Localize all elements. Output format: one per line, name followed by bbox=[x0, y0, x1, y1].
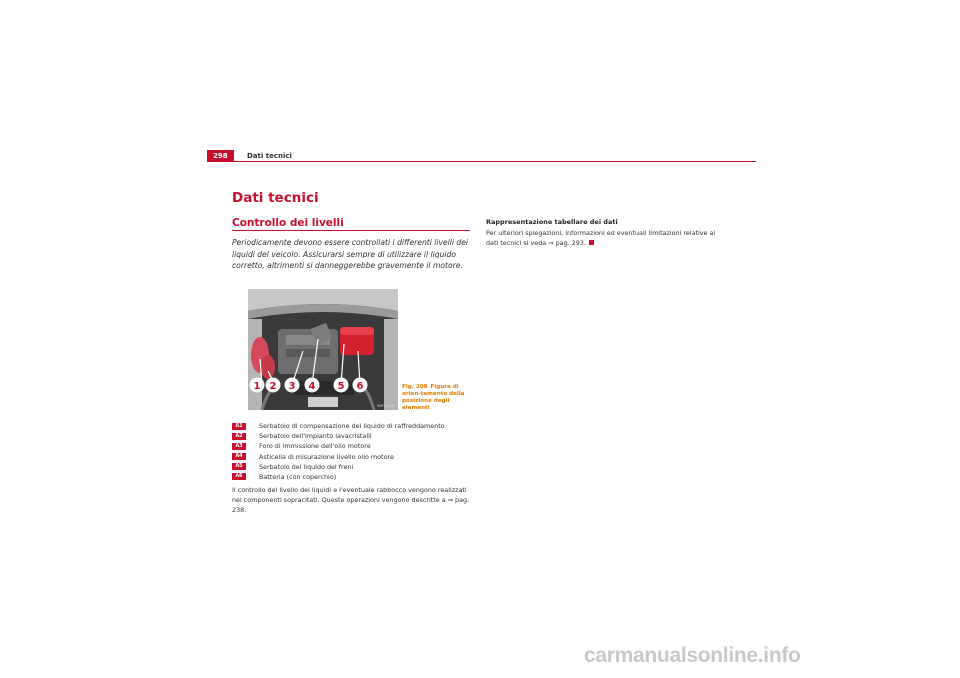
svg-text:5: 5 bbox=[337, 381, 345, 392]
legend-badge: A6 bbox=[232, 473, 246, 480]
legend-text: Serbatoio di compensazione del liquido di raffreddamento bbox=[259, 422, 445, 430]
legend-item bbox=[232, 421, 472, 431]
right-column-paragraph bbox=[486, 228, 726, 248]
engine-bay-figure bbox=[248, 289, 398, 410]
page-number: 298 bbox=[207, 150, 234, 162]
right-column-heading: Rappresentazione tabellare dei dati bbox=[486, 218, 618, 226]
legend-text: Asticella di misurazione livello olio motore bbox=[259, 452, 394, 461]
legend-badge: A1 bbox=[232, 423, 246, 430]
figure-caption-number: Fig. 208 bbox=[402, 384, 428, 390]
legend-item bbox=[232, 452, 472, 462]
svg-text:6: 6 bbox=[356, 381, 364, 392]
section-rule bbox=[232, 230, 470, 231]
legend-text: Serbatoio del liquido dei freni bbox=[259, 462, 354, 471]
legend-badge: A3 bbox=[232, 443, 246, 450]
right-column-text: Per ulteriori spiegazioni, informazioni ed eventuali limitazioni relative ai dati tecnici si veda ⇒ pag. 293. bbox=[486, 229, 716, 247]
callout-1 bbox=[250, 378, 265, 393]
legend-item bbox=[232, 472, 472, 482]
legend-badge: A4 bbox=[232, 453, 246, 460]
legend-item bbox=[232, 462, 472, 472]
legend-badge: A2 bbox=[232, 433, 246, 440]
legend-item bbox=[232, 431, 472, 441]
watermark: carmanualsonline.info bbox=[584, 644, 801, 667]
callout-3 bbox=[285, 378, 300, 393]
figure-caption-text: Figura di orien-tamento della posizione degli elementi bbox=[402, 384, 465, 411]
callout-5 bbox=[334, 378, 349, 393]
chapter-title: Dati tecnici bbox=[232, 190, 319, 206]
figure-code: B5F-0338 bbox=[377, 404, 394, 408]
callout-4 bbox=[305, 378, 320, 393]
section-title: Controllo dei livelli bbox=[232, 217, 344, 229]
figure-legend bbox=[232, 421, 472, 482]
svg-text:1: 1 bbox=[253, 381, 261, 392]
header-rule bbox=[207, 161, 756, 162]
legend-text: Serbatoio dell'impianto lavacristalli bbox=[259, 432, 372, 441]
svg-text:4: 4 bbox=[308, 381, 316, 392]
legend-badge: A5 bbox=[232, 463, 246, 470]
page-header bbox=[207, 150, 756, 162]
running-header-title: Dati tecnici bbox=[247, 152, 292, 160]
svg-text:2: 2 bbox=[269, 381, 277, 392]
section-intro: Periodicamente devono essere controllati i differenti livelli dei liquidi del veicolo. Assicurarsi sempre di utilizzare il liquido corretto, altrimenti si danneggerebbe gravemente il motore. bbox=[232, 238, 468, 271]
callout-2 bbox=[266, 378, 281, 393]
svg-text:3: 3 bbox=[288, 381, 296, 392]
body-paragraph: Il controllo del livello dei liquidi e l'eventuale rabbocco vengono realizzati nei componenti sopracitati. Queste operazioni vengono descritte a ⇒ pag. 238. bbox=[232, 486, 470, 514]
end-of-section-marker bbox=[589, 240, 594, 245]
legend-text: Foro di immissione dell'olio motore bbox=[259, 442, 371, 451]
legend-item bbox=[232, 441, 472, 451]
figure-caption bbox=[402, 384, 476, 412]
legend-text: Batteria (con coperchio) bbox=[259, 472, 337, 481]
callout-6 bbox=[353, 378, 368, 393]
engine-bay-illustration bbox=[248, 289, 398, 410]
